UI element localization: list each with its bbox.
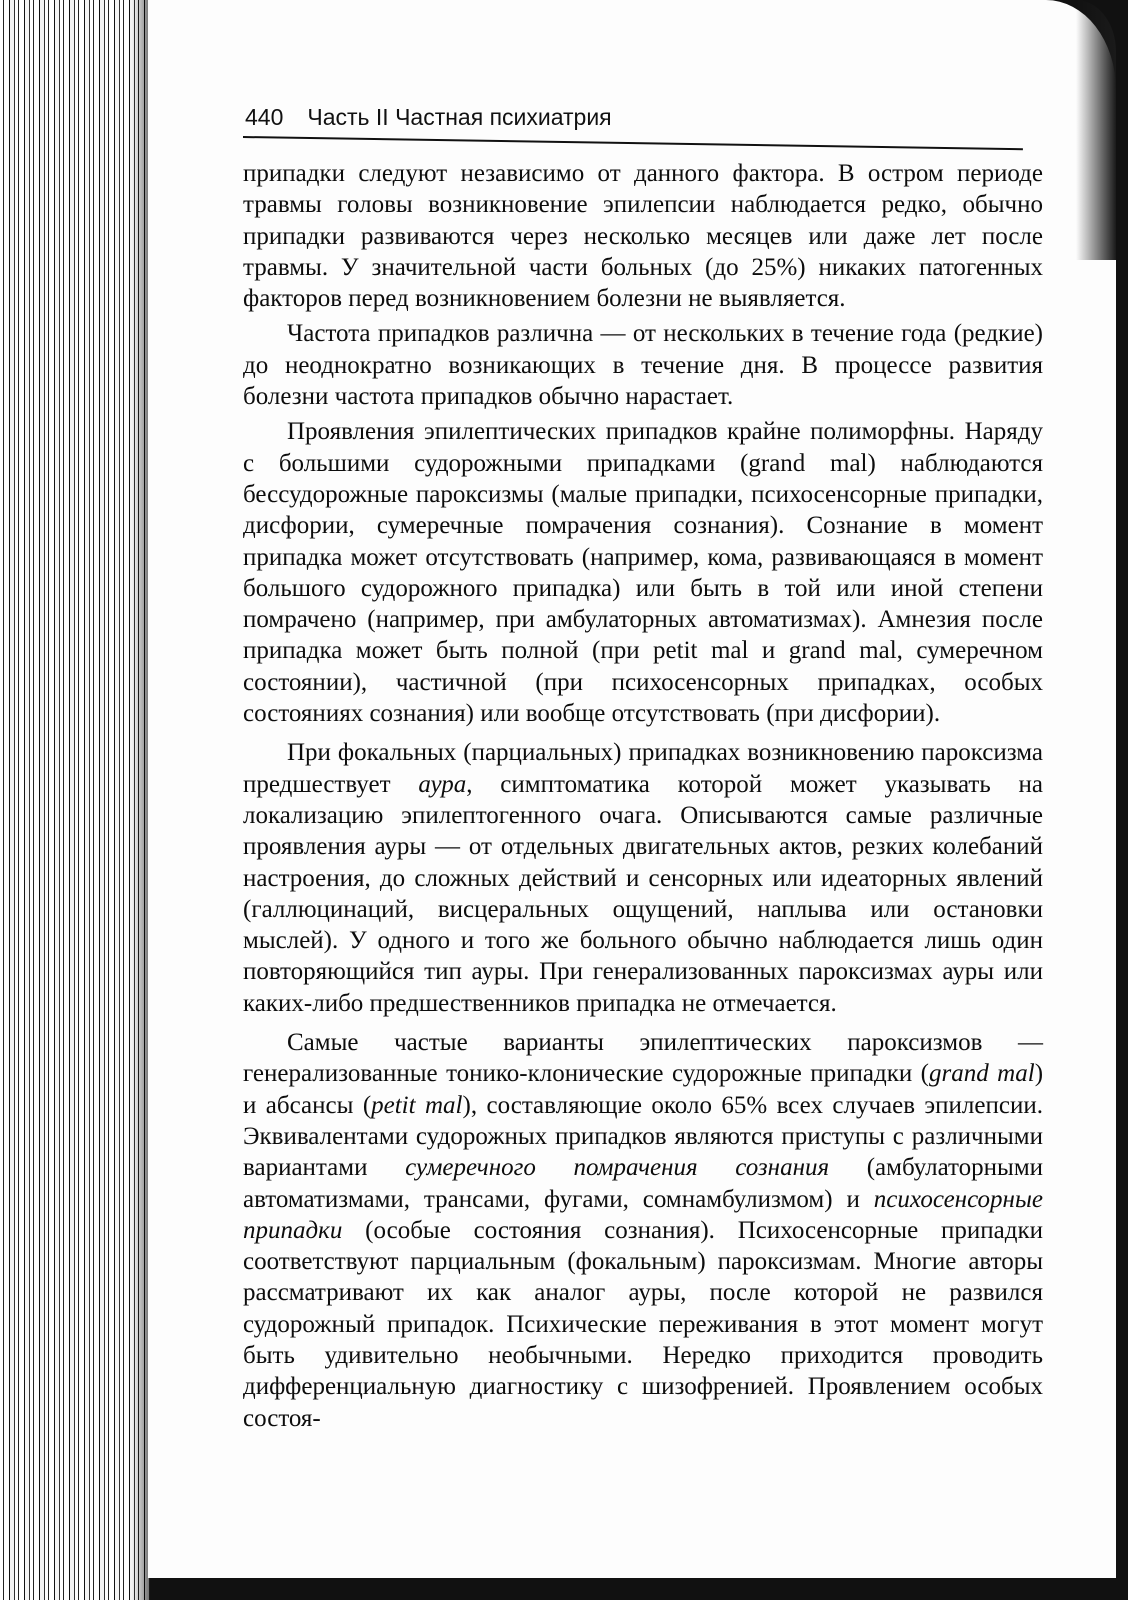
term-grand-mal: grand mal xyxy=(929,1060,1035,1088)
running-header xyxy=(245,104,1065,131)
term-petit-mal: petit mal xyxy=(371,1091,463,1119)
running-title: Часть II Частная психиатрия xyxy=(307,104,612,130)
paragraph-2: Частота припадков различна — от нескольких в течение года (редкие) до неоднократно возникающих в течение дня. В процессе развития болезни частота припадков обычно нарастает. xyxy=(243,320,1043,411)
term-twilight-state: сумеречного помрачения сознания xyxy=(405,1154,830,1182)
paragraph-5-text-b: ) и абсансы ( xyxy=(243,1060,1044,1119)
paragraph-4 xyxy=(243,737,1043,1019)
paragraph-1: припадки следуют независимо от данного фактора. В остром периоде травмы головы возникновение эпилепсии наблюдается редко, обычно припадки развиваются через несколько месяцев или даже лет после травмы. У значительной части больных (до 25%) никаких патогенных факторов перед возникновением болезни не выявляется. xyxy=(243,160,1043,313)
paragraph-5-text-a: Самые частые варианты эпилептических пароксизмов — генерализованные тонико-клонические судорожные припадки ( xyxy=(243,1029,1043,1088)
paragraph-3: Проявления эпилептических припадков крайне полиморфны. Наряду с большими судорожными припадками (grand mal) наблюдаются бессудорожные пароксизмы (малые припадки, психосенсорные припадки, дисфории, сумеречные помрачения сознания). Сознание в момент припадка может отсутствовать (например, кома, развивающаяся в момент большого судорожного припадка) или быть в той или иной степени помрачено (например, при амбулаторных автоматизмах). Амнезия после припадка может быть полной (при petit mal и grand mal, сумеречном состоянии), частичной (при психосенсорных припадках, особых состояниях сознания) или вообще отсутствовать (при дисфории). xyxy=(243,418,1043,728)
page-number: 440 xyxy=(245,104,284,130)
paragraph-5-text-d: (амбулаторными автоматизмами, трансами, фугами, сомнамбулизмом) и xyxy=(243,1154,1044,1213)
term-psychosensory-seizures: психосенсорные припадки xyxy=(243,1185,1043,1244)
term-aura: аура xyxy=(418,770,467,798)
paragraph-4-text-b: , симптоматика которой может указывать на локализацию эпилептогенного очага. Описываются самые различные проявления ауры — от отдельных двигательных актов, резких колебаний настроения, до сложных действий и сенсорных или идеаторных явлений (галлюцинаций, висцеральных ощущений, наплыва или остановки мыслей). У одного и того же больного обычно наблюдается лишь один повторяющийся тип ауры. При генерализованных пароксизмах ауры или каких-либо предшественников припадка не отмечается. xyxy=(243,770,1044,1017)
book-page-edges xyxy=(0,0,150,1600)
paragraph-4-text-a: При фокальных (парциальных) припадках возникновению пароксизма предшествует xyxy=(243,739,1043,798)
paragraph-5 xyxy=(243,1027,1043,1434)
paragraph-5-text-e: (особые состояния сознания). Психосенсорные припадки соответствуют парциальным (фокальным) пароксизмам. Многие авторы рассматривают их как аналог ауры, после которой не развился судорожный припадок. Психические переживания в этот момент могут быть удивительно необычными. Нередко приходится проводить дифференциальную диагностику с шизофренией. Проявлением особых состоя- xyxy=(243,1216,1043,1432)
page-corner-shadow xyxy=(1076,0,1116,260)
body-text xyxy=(243,158,1043,1434)
paragraph-5-text-c: ), составляющие около 65% всех случаев эпилепсии. Эквивалентами судорожных припадков являются приступы с различными вариантами xyxy=(243,1091,1043,1182)
